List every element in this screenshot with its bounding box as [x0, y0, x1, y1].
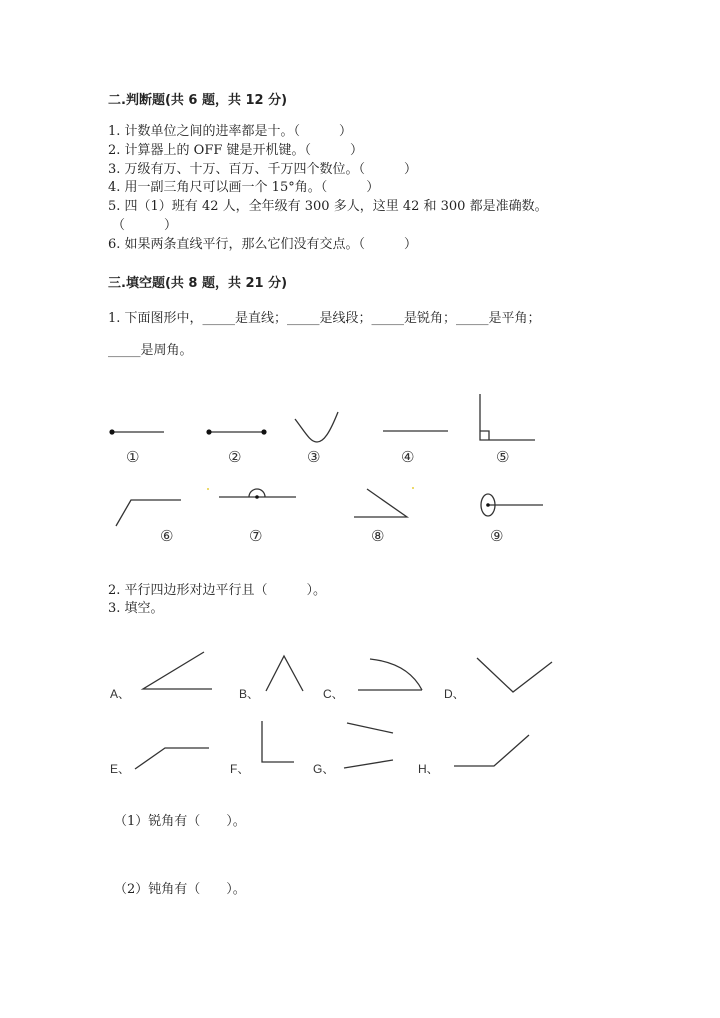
fill-q3-sub2: （2）钝角有（ ）。: [114, 882, 246, 897]
judge-item-6: 6. 如果两条直线平行，那么它们没有交点。（ ）: [108, 237, 418, 252]
fig1-label-3: ③: [307, 449, 321, 466]
fig2-label-a: A、: [110, 687, 131, 701]
judge-item-5-blank: （ ）: [112, 218, 178, 233]
fig1-label-8: ⑧: [371, 528, 385, 545]
fig2-label-e: E、: [110, 762, 131, 776]
fig2-angle-c-arc: [370, 659, 422, 690]
fig2-angle-d: [477, 658, 552, 692]
section-2-heading: 二.判断题(共 6 题，共 12 分): [108, 93, 288, 108]
fig2-label-f: F、: [230, 762, 250, 776]
fig2-angle-e: [135, 748, 209, 769]
fill-q2: 2. 平行四边形对边平行且（ ）。: [108, 583, 327, 598]
judge-item-5: 5. 四（1）班有 42 人，全年级有 300 多人，这里 42 和 300 都是准确数。: [108, 199, 548, 214]
fig1-label-7: ⑦: [249, 528, 263, 545]
fig2-angle-g-upper-ray: [347, 723, 393, 733]
judge-item-3: 3. 万级有万、十万、百万、千万四个数位。（ ）: [108, 162, 418, 177]
fig2-angle-b: [266, 656, 303, 691]
fig2-label-b: B、: [239, 687, 260, 701]
fill-q1-line1: 1. 下面图形中，_____是直线；_____是线段；_____是锐角；_____是平角；: [108, 311, 541, 326]
fig2-angle-a: [143, 652, 212, 689]
fig2-label-c: C、: [323, 687, 344, 701]
judge-item-1: 1. 计数单位之间的进率都是十。（ ）: [108, 124, 353, 139]
judge-item-4: 4. 用一副三角尺可以画一个 15°角。（ ）: [108, 180, 380, 195]
fig1-label-6: ⑥: [160, 528, 174, 545]
fig1-label-9: ⑨: [490, 528, 504, 545]
fig2-label-h: H、: [418, 762, 439, 776]
fig1-label-5: ⑤: [496, 449, 510, 466]
section-3-heading: 三.填空题(共 8 题，共 21 分): [108, 276, 288, 291]
fill-q3-sub1: （1）锐角有（ ）。: [114, 814, 246, 829]
fig2-label-g: G、: [313, 762, 335, 776]
fig2-angle-g-lower-ray: [344, 760, 393, 768]
fig1-label-4: ④: [401, 449, 415, 466]
fill-q1-line2: _____是周角。: [108, 343, 193, 358]
fill-q3: 3. 填空。: [108, 601, 164, 616]
fig1-label-2: ②: [228, 449, 242, 466]
fig2-label-d: D、: [444, 687, 465, 701]
fig2-angle-f: [262, 721, 294, 762]
judge-item-2: 2. 计算器上的 OFF 键是开机键。（ ）: [108, 143, 363, 158]
fig2-angle-h: [454, 735, 529, 766]
fig1-label-1: ①: [126, 449, 140, 466]
